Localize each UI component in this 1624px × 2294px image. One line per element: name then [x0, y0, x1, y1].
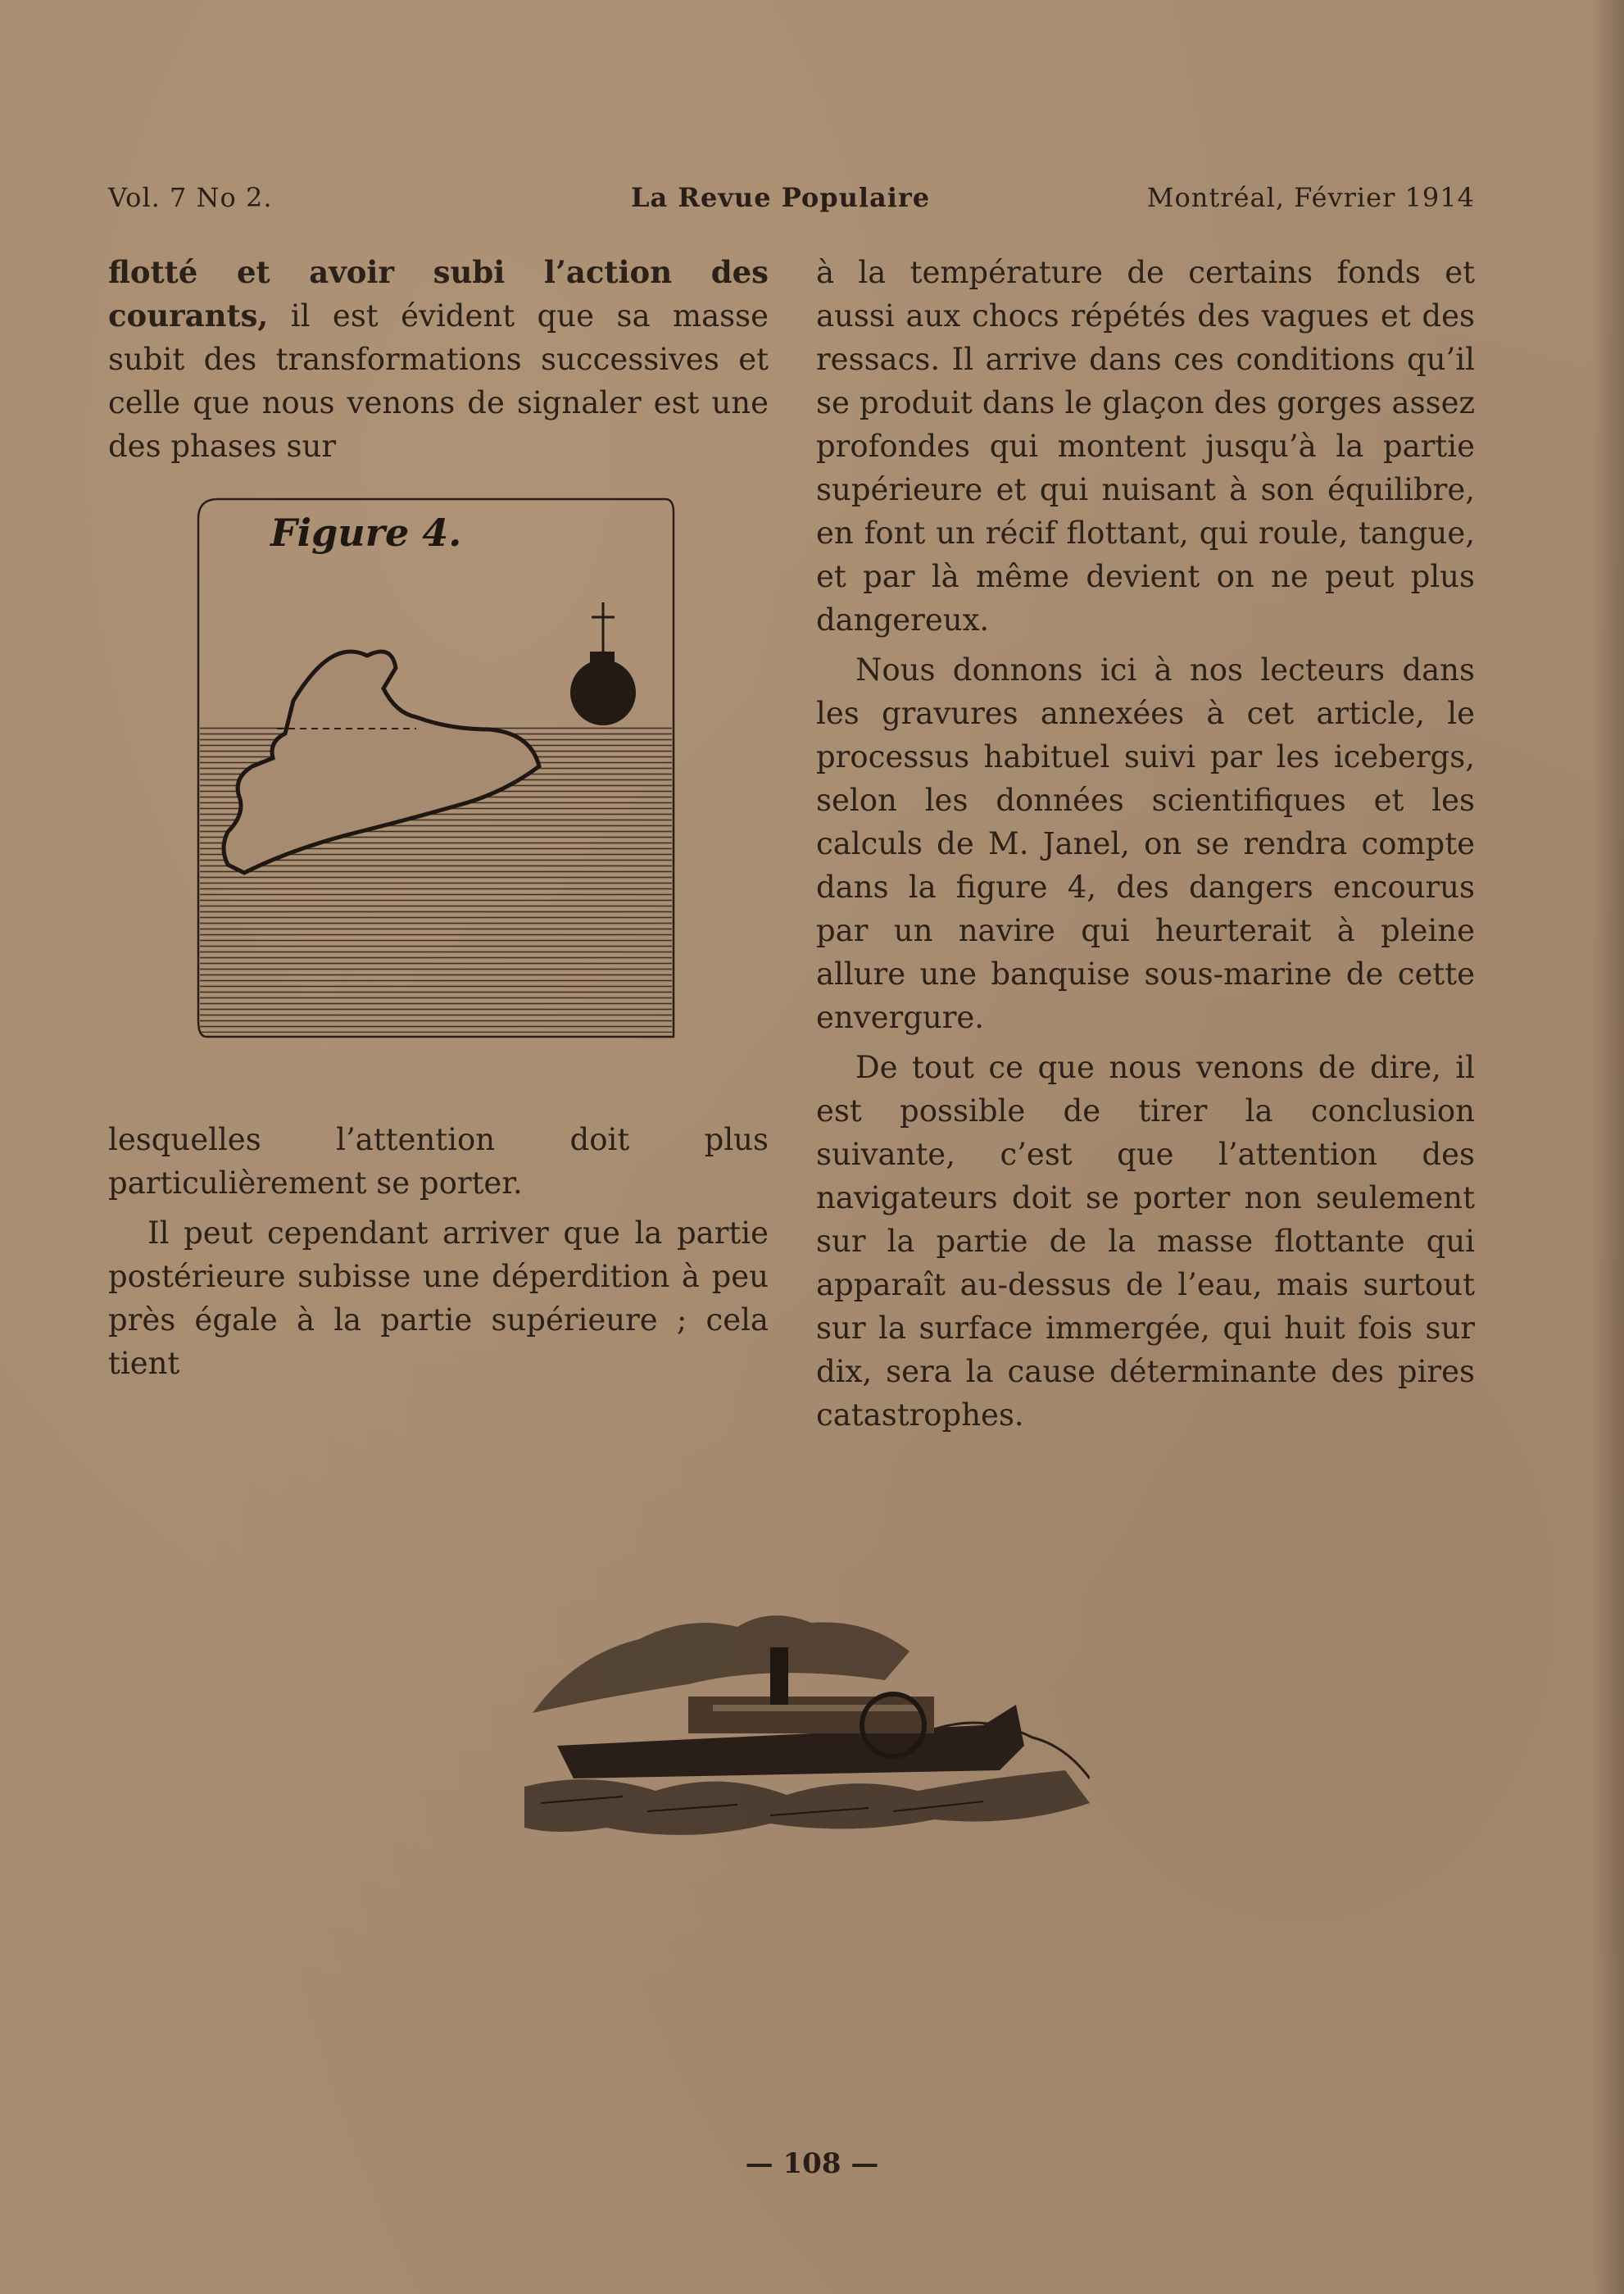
right-paragraph-1: à la température de certains fonds et aussi aux chocs répétés des vagues et des ressacs. Il arrive dans ces conditions qu’il se produit dans le glaçon des gorges assez profondes qui montent jusqu’à la partie supérieure et qui nuisant à son équilibre, en font un récif flottant, qui roule, tangue, et par là même devient on ne peut plus dangereux. [816, 255, 1475, 638]
volume-issue: Vol. 7 No 2. [108, 182, 273, 213]
left-paragraph-1 [108, 251, 769, 468]
left-column-bottom [108, 1118, 769, 1385]
steamship-engraving [524, 1582, 1090, 1852]
left-paragraph-1-rest: il est évident que sa masse subit des transformations successives et celle que nous venons de signaler est une des phases sur [108, 298, 769, 464]
right-paragraph-2: Nous donnons ici à nos lecteurs dans les gravures annexées à cet article, le processus habituel suivi par les icebergs, selon les données scientifiques et les calculs de M. Janel, on se rendra compte dans la figure 4, des dangers encourus par un navire qui heurterait à pleine allure une banquise sous-marine de cette envergure. [816, 652, 1475, 1035]
left-paragraph-1-bold: flotté et avoir subi l’action des courants, [108, 254, 769, 334]
left-column-top [108, 251, 769, 468]
place-date: Montréal, Février 1914 [1146, 182, 1475, 213]
figure-4-label: Figure 4. [270, 511, 462, 555]
left-paragraph-3: Il peut cependant arriver que la partie postérieure subisse une déperdition à peu près égale à la partie supérieure ; cela tient [108, 1215, 769, 1381]
iceberg-ship-drawing [195, 496, 678, 1045]
left-paragraph-2: lesquelles l’attention doit plus particulièrement se porter. [108, 1122, 769, 1201]
steamship-vignette [524, 1582, 1090, 1852]
figure-4-illustration [195, 496, 678, 1045]
page-edge-shadow [1591, 0, 1624, 2294]
running-header [108, 182, 1475, 223]
right-column [816, 251, 1475, 1437]
right-paragraph-3: De tout ce que nous venons de dire, il est possible de tirer la conclusion suivante, c’est que l’attention des navigateurs doit se porter non seulement sur la partie de la masse flottante qui apparaît au-dessus de l’eau, mais surtout sur la surface immergée, qui huit fois sur dix, sera la cause déterminante des pires catastrophes. [816, 1050, 1475, 1433]
page-number: — 108 — [745, 2147, 879, 2180]
magazine-title: La Revue Populaire [631, 182, 931, 213]
